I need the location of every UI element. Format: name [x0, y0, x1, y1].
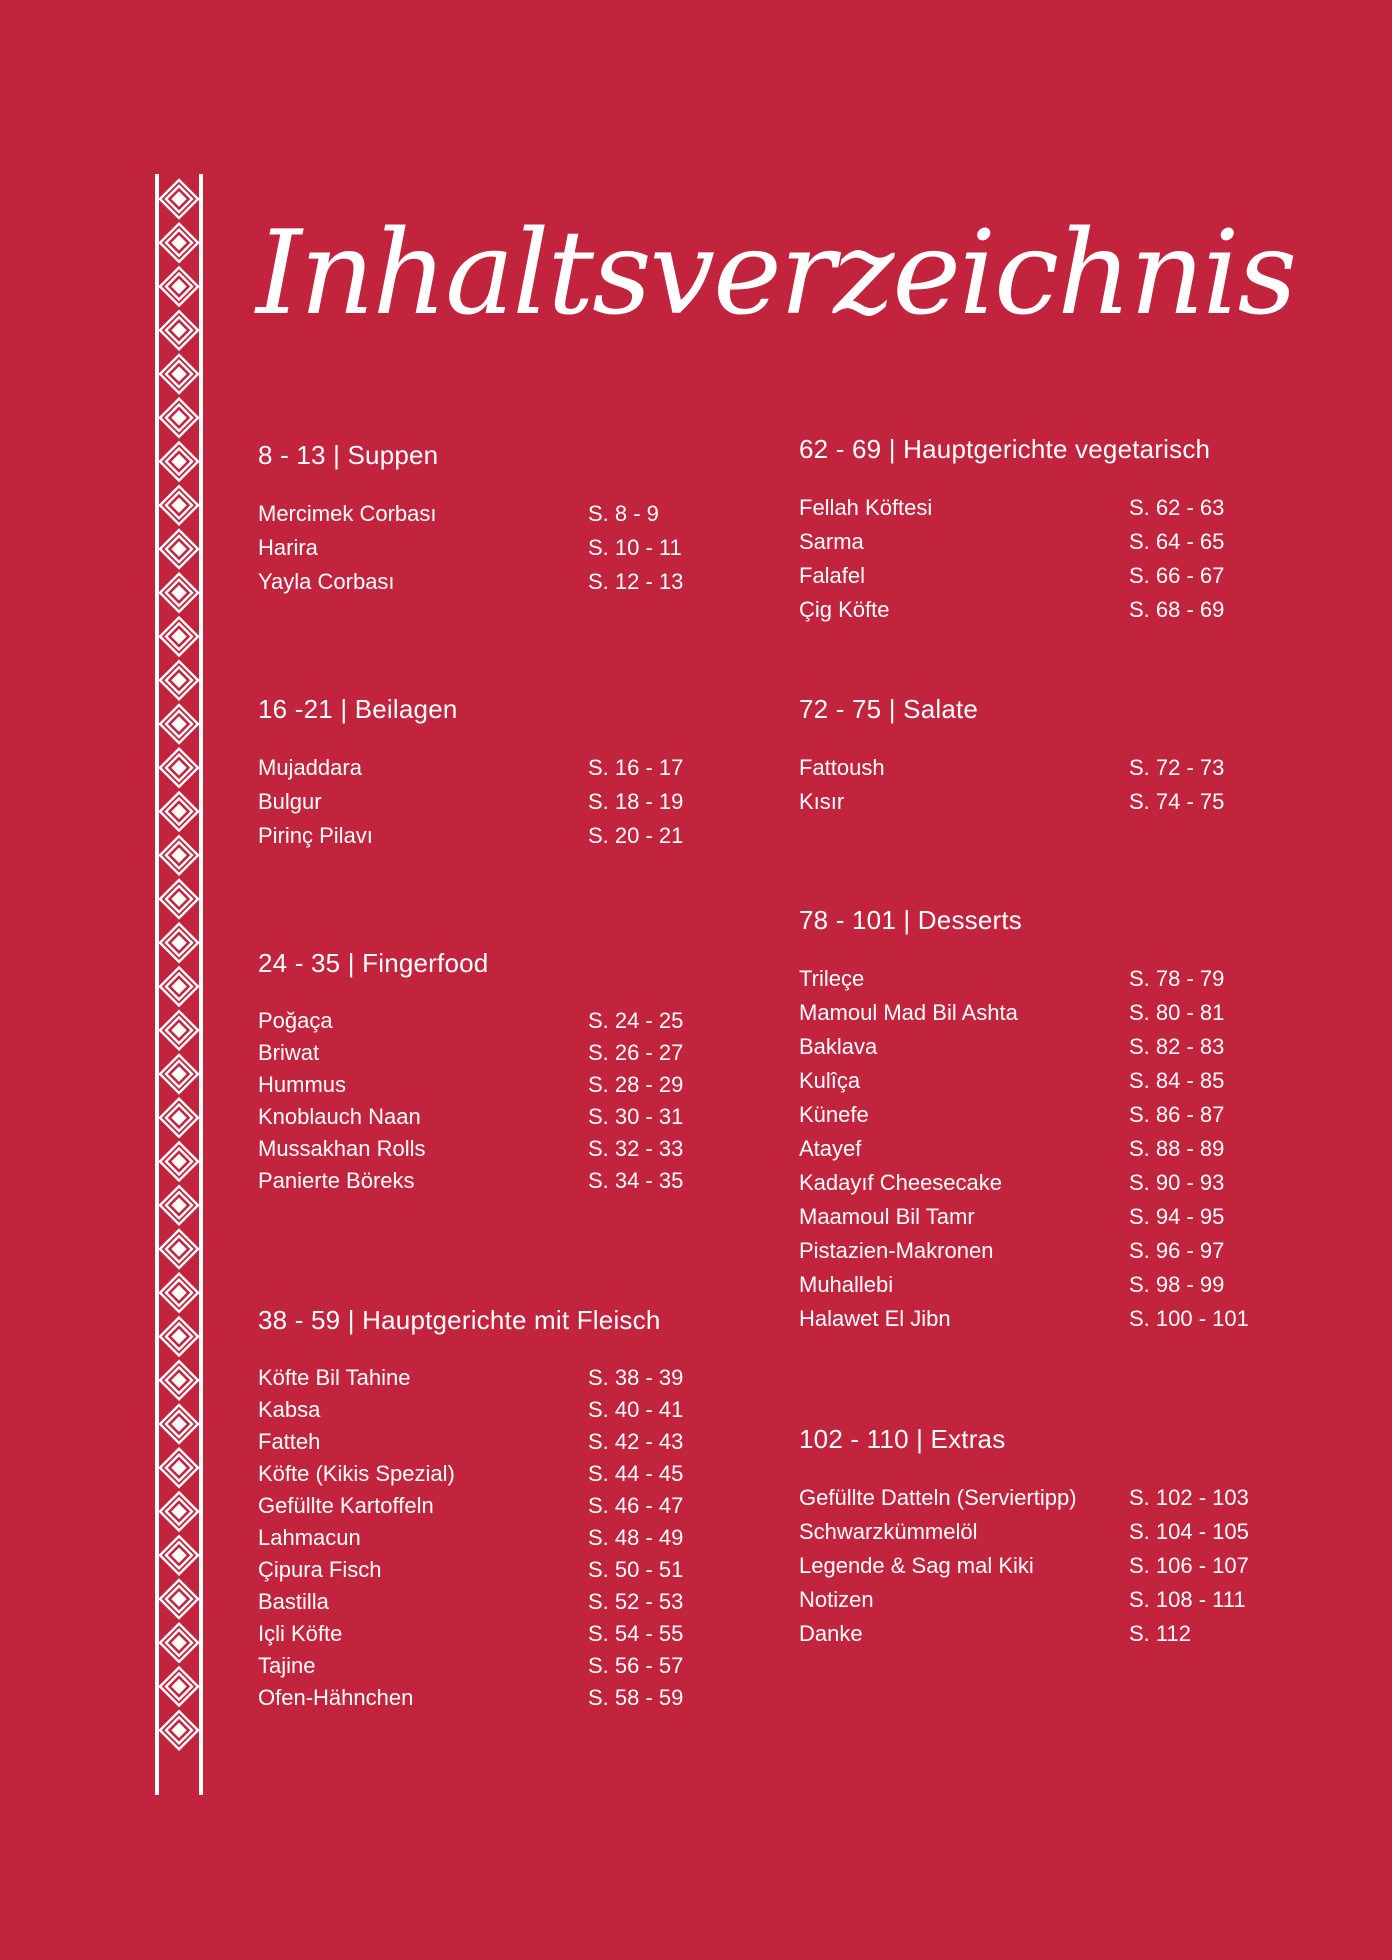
- entry-name: Legende & Sag mal Kiki: [799, 1553, 1034, 1578]
- entry-page: S. 94 - 95: [1129, 1204, 1225, 1229]
- list-item: [799, 1268, 1299, 1302]
- section-fingerfood: [258, 948, 758, 1197]
- entry-page: S. 88 - 89: [1129, 1136, 1225, 1161]
- entry-name: Kulîça: [799, 1068, 861, 1093]
- entry-page: S. 112: [1129, 1621, 1191, 1646]
- list-item: [258, 1554, 758, 1586]
- entry-page: S. 80 - 81: [1129, 1000, 1225, 1025]
- entry-name: Halawet El Jibn: [799, 1306, 951, 1331]
- entry-page: S. 12 - 13: [588, 569, 684, 594]
- list-item: [799, 491, 1299, 525]
- ornament-diamond: [173, 762, 185, 774]
- entry-page: S. 32 - 33: [588, 1136, 684, 1161]
- list-item: [799, 1030, 1299, 1064]
- entry-name: Çig Köfte: [799, 597, 890, 622]
- entry-name: Mamoul Mad Bil Ashta: [799, 1000, 1018, 1025]
- entry-page: S. 106 - 107: [1129, 1553, 1249, 1578]
- entry-name: Içli Köfte: [258, 1621, 343, 1646]
- section-heading: 102 - 110 | Extras: [799, 1424, 1006, 1454]
- section-suppen: [258, 440, 758, 599]
- entry-page: S. 54 - 55: [588, 1621, 684, 1646]
- section-hauptgerichte-vegetarisch: [799, 434, 1299, 627]
- ornament-diamond: [173, 499, 185, 511]
- entry-name: Pirinç Pilavı: [258, 823, 373, 848]
- list-item: [799, 1302, 1299, 1336]
- entry-page: S. 46 - 47: [588, 1493, 684, 1518]
- list-item: [799, 1200, 1299, 1234]
- ornament-diamond: [173, 937, 185, 949]
- entry-name: Lahmacun: [258, 1525, 361, 1550]
- list-item: [799, 1549, 1299, 1583]
- ornament-diamond: [173, 543, 185, 555]
- ornament-diamond: [173, 718, 185, 730]
- entry-name: Ofen-Hähnchen: [258, 1685, 414, 1710]
- list-item: [799, 996, 1299, 1030]
- entry-name: Bastilla: [258, 1589, 329, 1614]
- list-item: [799, 1617, 1299, 1651]
- entry-page: S. 90 - 93: [1129, 1170, 1225, 1195]
- entry-name: Harira: [258, 535, 318, 560]
- entry-page: S. 48 - 49: [588, 1525, 684, 1550]
- ornament-diamond: [173, 849, 185, 861]
- section-hauptgerichte-fleisch: [258, 1305, 758, 1714]
- entry-name: Sarma: [799, 529, 864, 554]
- section-heading: 24 - 35 | Fingerfood: [258, 948, 489, 978]
- list-item: [258, 1618, 758, 1650]
- entry-name: Notizen: [799, 1587, 874, 1612]
- entry-page: S. 100 - 101: [1129, 1306, 1249, 1331]
- ornament-diamond: [173, 806, 185, 818]
- entry-page: S. 66 - 67: [1129, 563, 1225, 588]
- entry-page: S. 24 - 25: [588, 1008, 684, 1033]
- entry-name: Künefe: [799, 1102, 869, 1127]
- entry-page: S. 62 - 63: [1129, 495, 1225, 520]
- entry-page: S. 82 - 83: [1129, 1034, 1225, 1059]
- ornament-diamond: [173, 1637, 185, 1649]
- list-item: [258, 1005, 758, 1037]
- ornament-diamond: [173, 893, 185, 905]
- ornament-diamond: [173, 193, 185, 205]
- entry-page: S. 102 - 103: [1129, 1485, 1249, 1510]
- entry-page: S. 18 - 19: [588, 789, 684, 814]
- section-beilagen: [258, 694, 758, 853]
- list-item: [258, 1101, 758, 1133]
- entry-page: S. 74 - 75: [1129, 789, 1225, 814]
- entry-name: Schwarzkümmelöl: [799, 1519, 978, 1544]
- entry-page: S. 78 - 79: [1129, 966, 1225, 991]
- ornament-rail-right: [199, 174, 203, 1795]
- entry-page: S. 10 - 11: [588, 535, 682, 560]
- entry-name: Kısır: [799, 789, 845, 814]
- ornament-diamond: [173, 981, 185, 993]
- ornament-diamond: [173, 631, 185, 643]
- list-item: [799, 559, 1299, 593]
- list-item: [258, 1490, 758, 1522]
- list-item: [258, 1650, 758, 1682]
- list-item: [799, 1098, 1299, 1132]
- entry-name: Falafel: [799, 563, 866, 588]
- section-heading: 8 - 13 | Suppen: [258, 440, 439, 470]
- entry-name: Mussakhan Rolls: [258, 1136, 426, 1161]
- list-item: [258, 1069, 758, 1101]
- ornament-diamond: [173, 1681, 185, 1693]
- entry-name: Fatteh: [258, 1429, 321, 1454]
- entry-name: Fellah Köftesi: [799, 495, 933, 520]
- entry-name: Trileçe: [799, 966, 865, 991]
- section-extras: [799, 1424, 1299, 1651]
- section-heading: 62 - 69 | Hauptgerichte vegetarisch: [799, 434, 1211, 464]
- entry-page: S. 52 - 53: [588, 1589, 684, 1614]
- entry-name: Kadayıf Cheesecake: [799, 1170, 1003, 1195]
- ornament-diamond: [173, 1068, 185, 1080]
- entry-name: Bulgur: [258, 789, 322, 814]
- entry-name: Atayef: [799, 1136, 862, 1161]
- entry-name: Hummus: [258, 1072, 347, 1097]
- list-item: [799, 1234, 1299, 1268]
- entry-name: Köfte Bil Tahine: [258, 1365, 411, 1390]
- ornament-diamond: [173, 1724, 185, 1736]
- list-item: [258, 751, 758, 785]
- entry-page: S. 58 - 59: [588, 1685, 684, 1710]
- entry-name: Gefüllte Datteln (Serviertipp): [799, 1485, 1077, 1510]
- ornament-diamond: [173, 412, 185, 424]
- page-title: Inhaltsverzeichnis: [256, 206, 1296, 341]
- ornament-diamond: [173, 324, 185, 336]
- entry-page: S. 44 - 45: [588, 1461, 684, 1486]
- ornament-diamond: [173, 1506, 185, 1518]
- entry-page: S. 56 - 57: [588, 1653, 684, 1678]
- list-item: [258, 531, 758, 565]
- entry-page: S. 68 - 69: [1129, 597, 1225, 622]
- ornament-diamond: [173, 1112, 185, 1124]
- entry-page: S. 8 - 9: [588, 501, 659, 526]
- section-heading: 16 -21 | Beilagen: [258, 694, 458, 724]
- entry-name: Mercimek Corbası: [258, 501, 437, 526]
- entry-name: Köfte (Kikis Spezial): [258, 1461, 455, 1486]
- ornament-diamond: [173, 1156, 185, 1168]
- ornament-diamond: [173, 368, 185, 380]
- entry-page: S. 98 - 99: [1129, 1272, 1225, 1297]
- entry-page: S. 20 - 21: [588, 823, 684, 848]
- ornament-diamond: [173, 587, 185, 599]
- ornament-diamond: [173, 1199, 185, 1211]
- entry-name: Tajine: [258, 1653, 316, 1678]
- entry-page: S. 96 - 97: [1129, 1238, 1225, 1263]
- list-item: [799, 525, 1299, 559]
- entry-name: Gefüllte Kartoffeln: [258, 1493, 434, 1518]
- ornament-diamond: [173, 281, 185, 293]
- list-item: [258, 819, 758, 853]
- list-item: [799, 1583, 1299, 1617]
- entry-name: Muhallebi: [799, 1272, 894, 1297]
- ornament-diamond: [173, 1287, 185, 1299]
- section-heading: 38 - 59 | Hauptgerichte mit Fleisch: [258, 1305, 661, 1335]
- entry-name: Fattoush: [799, 755, 885, 780]
- entry-name: Çipura Fisch: [258, 1557, 382, 1582]
- entry-page: S. 16 - 17: [588, 755, 684, 780]
- entry-name: Poğaça: [258, 1008, 333, 1033]
- list-item: [799, 751, 1299, 785]
- list-item: [799, 1166, 1299, 1200]
- entry-page: S. 84 - 85: [1129, 1068, 1225, 1093]
- list-item: [258, 1586, 758, 1618]
- list-item: [258, 565, 758, 599]
- entry-name: Baklava: [799, 1034, 878, 1059]
- list-item: [258, 1037, 758, 1069]
- entry-page: S. 40 - 41: [588, 1397, 684, 1422]
- list-item: [258, 1522, 758, 1554]
- ornament-diamond: [173, 1418, 185, 1430]
- list-item: [258, 1165, 758, 1197]
- entry-name: Kabsa: [258, 1397, 321, 1422]
- list-item: [799, 1515, 1299, 1549]
- entry-name: Knoblauch Naan: [258, 1104, 421, 1129]
- entry-page: S. 108 - 111: [1129, 1587, 1246, 1612]
- ornament-diamond: [173, 1462, 185, 1474]
- section-desserts: [799, 905, 1299, 1336]
- list-item: [258, 1458, 758, 1490]
- list-item: [258, 497, 758, 531]
- ornament-diamond: [173, 456, 185, 468]
- ornament-diamond: [173, 1243, 185, 1255]
- entry-page: S. 104 - 105: [1129, 1519, 1249, 1544]
- list-item: [258, 1682, 758, 1714]
- entry-page: S. 72 - 73: [1129, 755, 1225, 780]
- list-item: [799, 962, 1299, 996]
- list-item: [799, 593, 1299, 627]
- ornament-diamond: [173, 1593, 185, 1605]
- entry-page: S. 50 - 51: [588, 1557, 684, 1582]
- section-salate: [799, 694, 1299, 819]
- ornament-diamond: [173, 1024, 185, 1036]
- list-item: [799, 785, 1299, 819]
- list-item: [258, 1394, 758, 1426]
- ornament-diamond: [173, 1549, 185, 1561]
- section-heading: 78 - 101 | Desserts: [799, 905, 1022, 935]
- ornament-diamond: [173, 1331, 185, 1343]
- entry-name: Mujaddara: [258, 755, 362, 780]
- entry-name: Panierte Böreks: [258, 1168, 415, 1193]
- entry-page: S. 86 - 87: [1129, 1102, 1225, 1127]
- entry-page: S. 28 - 29: [588, 1072, 684, 1097]
- entry-page: S. 30 - 31: [588, 1104, 684, 1129]
- entry-page: S. 38 - 39: [588, 1365, 684, 1390]
- list-item: [799, 1064, 1299, 1098]
- entry-page: S. 42 - 43: [588, 1429, 684, 1454]
- ornament-diamond: [173, 674, 185, 686]
- entry-name: Maamoul Bil Tamr: [799, 1204, 975, 1229]
- list-item: [258, 1362, 758, 1394]
- entry-page: S. 64 - 65: [1129, 529, 1225, 554]
- list-item: [258, 785, 758, 819]
- ornament-diamond: [173, 237, 185, 249]
- diamond-ornament-border: [155, 174, 203, 1795]
- list-item: [258, 1426, 758, 1458]
- entry-name: Briwat: [258, 1040, 320, 1065]
- entry-name: Pistazien-Makronen: [799, 1238, 994, 1263]
- list-item: [799, 1481, 1299, 1515]
- section-heading: 72 - 75 | Salate: [799, 694, 979, 724]
- entry-name: Yayla Corbası: [258, 569, 395, 594]
- list-item: [799, 1132, 1299, 1166]
- ornament-rail-left: [155, 174, 159, 1795]
- entry-page: S. 34 - 35: [588, 1168, 684, 1193]
- entry-name: Danke: [799, 1621, 863, 1646]
- entry-page: S. 26 - 27: [588, 1040, 684, 1065]
- list-item: [258, 1133, 758, 1165]
- ornament-diamond: [173, 1374, 185, 1386]
